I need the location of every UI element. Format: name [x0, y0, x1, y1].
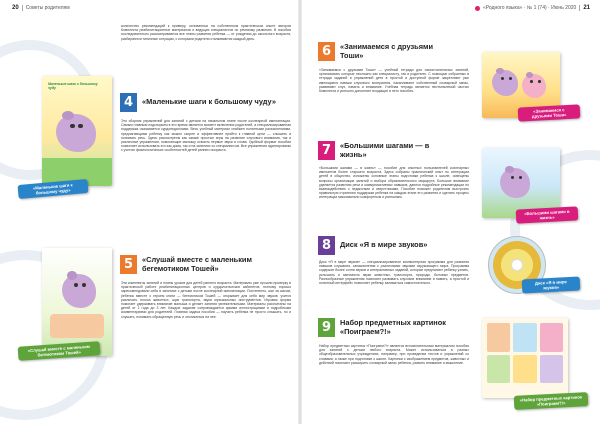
- page-header: [12, 3, 70, 13]
- logo-dot-icon: [475, 6, 480, 11]
- picture-cards-set: [482, 318, 568, 398]
- section-title: Диск «Я в мире звуков»: [340, 240, 428, 250]
- section-6-heading-row: [318, 42, 450, 61]
- section-number-badge: 8: [318, 236, 335, 255]
- picture-card: [513, 355, 536, 384]
- intro-paragraph: количество рекомендаций к примеру, основанных на собственном практическом опыте авторов Комплекта реабилитационных материалов и ведущих специалистов по речевому развитию. В пособии последовательно рассматриваются все этапы развития ребенка — от рождения до школьного возраста, разбираются типичные ситуации, с которыми родители сталкиваются каждый день.: [121, 24, 291, 41]
- cover-caption-tag: «Маленькие шаги к большому чуду»: [18, 179, 89, 199]
- section-title: «Маленькие шаги к большому чуду»: [142, 97, 276, 107]
- section-6-text: «Занимаемся с друзьями Тоши» — учебный тетради для самостоятельных занятий, организовать которые несложно как специалисту, так и родителю. С помощью собранных в тетради заданий и упражнений дети в простой и доступной форме закрепляют уже имеющиеся навыки слухового восприятия, накапливают собственный словарный запас, развивают слух, память и внимание. Учебная тетрадь является неотъемлемой частью Комплекта и успешно дополняет входящие в него пособия.: [319, 68, 469, 94]
- hippo-illustration: [500, 168, 530, 198]
- running-head: «Родного языка» · № 1 (74) · Июнь 2020: [483, 5, 577, 11]
- cover-caption-tag: «Большими шагами в жизнь»: [516, 206, 579, 223]
- running-head: Советы родителям: [25, 5, 70, 11]
- section-4-heading-row: [120, 93, 282, 112]
- page-number: 21: [583, 5, 590, 11]
- hippo-illustration: [492, 70, 518, 96]
- section-number-badge: 4: [120, 93, 137, 112]
- cover-title: Маленькие шаги к большому чуду: [48, 82, 98, 90]
- picture-card: [540, 323, 563, 352]
- section-9-heading-row: [318, 318, 450, 337]
- picture-card: [540, 355, 563, 384]
- hippo-illustration: [56, 114, 96, 152]
- book-cover-malenkie-shagi: [42, 76, 112, 186]
- section-5-heading-row: [120, 255, 282, 274]
- right-page: [300, 0, 600, 424]
- section-title: «Занимаемся с друзьями Тоши»: [340, 42, 434, 60]
- page-number: 20: [12, 5, 19, 11]
- section-number-badge: 9: [318, 318, 335, 337]
- hippo-illustration: [62, 274, 96, 308]
- header-separator: [22, 5, 23, 11]
- cover-caption-tag: «Занимаемся с друзьями Тоши»: [518, 104, 581, 121]
- illustration-block: [50, 314, 104, 338]
- section-5-text: Эти комплекты занятий и планы уроков для детей раннего возраста. Материалы уже прошли проверку в практической работе реабилитационных центров и сурдологических кабинетов, поэтому хорошо зарекомендовали себя в занятиях с детьми после кохлеарной имплантации. Постепенно, шаг за шагом, ребенок вместе с героем книги — бегемотиком Тошей — открывает для себя мир звуков: учится различать голоса животных, шум транспорта, звуки музыкальных инструментов. Игровая форма помогает удерживать внимание малыша и делает занятия увлекательными. Материалы рассчитаны на детей от 1 года до 3 лет. Каждое задание сопровождается яркими иллюстрациями и подробными комментариями для родителей. Главная задача пособия — научить ребенка не просто слышать, но и слушать, понимать обращенную речь и откликаться на нее.: [121, 281, 291, 319]
- section-8-text: Диск «Я в мире звуков» — специализированное компьютерная программа для развития навыков слушания, ознакомления с различными звуками окружающего мира. Программа содержит более сотни звуков и интерактивных заданий, которые предлагают ребенку узнать, услышать и запомнить звуки животных, транспорта, природы, бытовых предметов. Разнообразные упражнения помогают развивать слуховое внимание и память, а простой и понятный интерфейс позволяет ребенку заниматься самостоятельно.: [319, 260, 469, 286]
- section-title: «Большими шагами — в жизнь»: [340, 141, 430, 159]
- section-number-badge: 6: [318, 42, 335, 61]
- section-number-badge: 7: [318, 141, 335, 160]
- section-7-heading-row: [318, 141, 450, 160]
- hippo-friend-illustration: [522, 74, 546, 98]
- picture-card: [513, 323, 536, 352]
- section-title: «Слушай вместе с маленьким бегемотиком Тошей»: [142, 255, 252, 273]
- section-4-text: Это сборник упражнений для занятий с детьми на начальном этапе после кохлеарной имплантации. Самым главным подспорьем в это время является момент включения родителей, а специализированная поддержка оказывается сурдопедагогами. Весь учебный материал снабжен понятными разъяснениями, предлагающими ребенку как можно скорее и эффективнее прийти к главной цели — слышать и понимать речь. Здесь рассмотрены как самые простые игры на развитие слухового внимания, так и различные упражнения, помогающие малышу освоить первые звуки и слова. Удобный формат пособия позволяет использовать его как дома, так и на занятиях со специалистом. Все упражнения адаптированы с учетом физиологических особенностей детей раннего возраста.: [121, 119, 291, 153]
- picture-card: [487, 355, 510, 384]
- section-title: Набор предметных картинок «Поиграем?!»: [340, 318, 446, 336]
- header-separator: [579, 5, 580, 11]
- picture-card: [487, 323, 510, 352]
- cover-caption-tag: Диск «Я в мире звуков»: [522, 276, 581, 293]
- section-8-heading-row: [318, 236, 450, 255]
- cover-caption-tag: «Набор предметных картинок «Поиграем?!»: [514, 392, 589, 410]
- section-7-text: «Большими шагами — в жизнь» — пособие для опытных пользователей кохлеарных имплантов более старшего возраста. Здесь собраны практический опыт по интеграции детей в общество, изложены основные этапы подготовки ребенка к школе, освещены вопросы организации занятий и выбора образовательного маршрута. Большое внимание уделяется развитию речи и коммуникативных навыков, даются подробные рекомендации по взаимодействию с педагогами и сверстниками. Пособие поможет родителям выстроить правильную стратегию поддержки ребенка на каждом этапе его развития и сделать процесс интеграции максимально комфортным и успешным.: [319, 166, 469, 200]
- section-9-text: Набор предметных картинок «Поиграем?!» является вспомогательным материалом пособия для занятий с детьми любого возраста. Может использоваться в разных общеобразовательных учреждениях, например, при проведении тестов и упражнений со словами, а также при подготовке к школе. Картинки с изображением предметов, животных и действий помогают расширить словарный запас ребенка, развить внимание и мышление.: [319, 344, 469, 365]
- section-number-badge: 5: [120, 255, 137, 274]
- book-cover-slushai-vmeste: [42, 248, 112, 356]
- cover-caption-tag: «Слушай вместе с маленьким бегемотиком Тошей»: [18, 341, 101, 361]
- page-header: [475, 3, 590, 13]
